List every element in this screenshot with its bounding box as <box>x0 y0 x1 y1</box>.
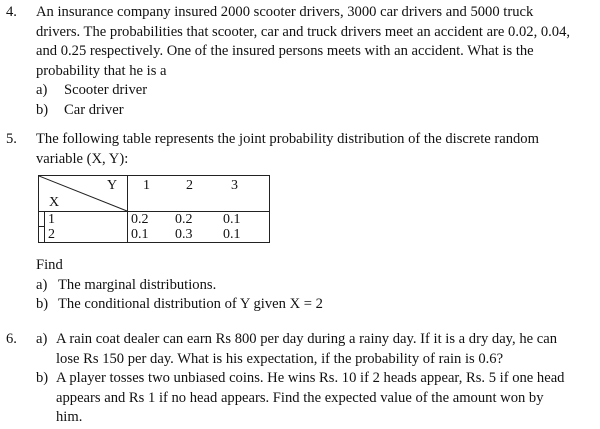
table-x-value: 1 <box>48 212 55 227</box>
table-rule <box>44 211 45 243</box>
option-label: a) <box>36 82 48 98</box>
table-header-y: Y <box>107 178 118 193</box>
find-label: Find <box>36 257 63 273</box>
question-number: 6. <box>6 331 17 347</box>
question-number: 5. <box>6 131 17 147</box>
part-text-line: A rain coat dealer can earn Rs 800 per day during a rainy day. If it is a dry day, he can <box>56 331 557 347</box>
table-cell: 0.1 <box>223 227 241 242</box>
table-x-value: 2 <box>48 227 55 242</box>
table-cell: 0.3 <box>175 227 193 242</box>
option-b <box>36 101 592 121</box>
question-text-line: and 0.25 respectively. One of the insured persons meets with an accident. What is the <box>36 43 534 59</box>
table-header-x: X <box>49 195 60 210</box>
question-text-line: The following table represents the joint probability distribution of the discrete random <box>36 131 539 147</box>
option-label: b) <box>36 101 49 118</box>
option-text: Scooter driver <box>64 82 148 98</box>
question-text-line: An insurance company insured 2000 scooter drivers, 3000 car drivers and 5000 truck <box>36 4 534 20</box>
option-text: The marginal distributions. <box>58 276 217 293</box>
option-label: a) <box>36 276 48 293</box>
question-text-line: probability that he is a <box>36 62 167 79</box>
part-b <box>36 369 592 428</box>
question-5-find-body <box>36 256 592 315</box>
option-text: Car driver <box>64 101 124 118</box>
joint-probability-table <box>38 175 270 243</box>
question-text-line: variable (X, Y): <box>36 150 129 167</box>
option-a <box>36 81 592 101</box>
option-a <box>36 276 592 296</box>
table-rule <box>127 176 128 243</box>
table-cell: 0.1 <box>131 227 149 242</box>
option-b <box>36 295 592 315</box>
table-y-value: 3 <box>231 178 238 193</box>
part-a <box>36 330 592 369</box>
question-number: 4. <box>6 4 17 20</box>
table-y-value: 2 <box>186 178 193 193</box>
table-cell: 0.2 <box>131 212 149 227</box>
table-cell: 0.2 <box>175 212 193 227</box>
question-6-body <box>36 330 592 428</box>
table-cell: 0.1 <box>223 212 241 227</box>
part-text-line: lose Rs 150 per day. What is his expectation, if the probability of rain is 0.6? <box>56 350 504 367</box>
part-text-line: A player tosses two unbiased coins. He wins Rs. 10 if 2 heads appear, Rs. 5 if one head <box>56 370 565 386</box>
part-text-line: him. <box>56 409 83 425</box>
part-label: b) <box>36 370 49 386</box>
question-4-body <box>36 3 592 120</box>
part-text-line: appears and Rs 1 if no head appears. Find the expected value of the amount won by <box>56 389 544 406</box>
option-label: b) <box>36 296 49 312</box>
question-5-body <box>36 130 592 169</box>
table-y-value: 1 <box>143 178 150 193</box>
part-label: a) <box>36 331 48 347</box>
question-text-line: drivers. The probabilities that scooter, car and truck drivers meet an accident are 0.02, 0.04, <box>36 23 571 40</box>
table-rule <box>39 226 44 227</box>
option-text: The conditional distribution of Y given X = 2 <box>58 296 323 312</box>
